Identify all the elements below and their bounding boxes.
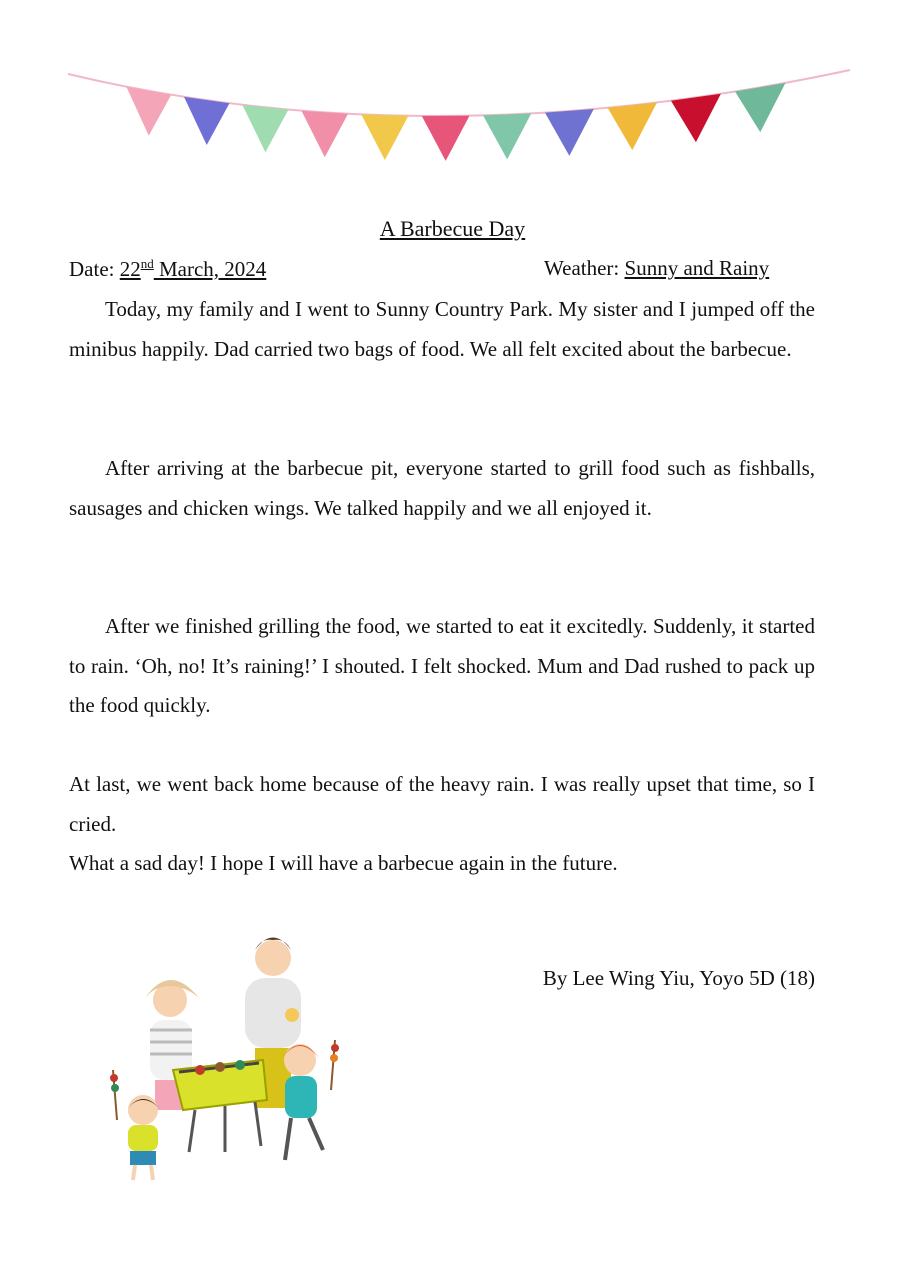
bunting-flag	[361, 114, 408, 160]
bunting-flag	[422, 116, 470, 161]
weather-label: Weather:	[544, 256, 625, 280]
family-barbecue-illustration	[95, 920, 355, 1185]
bunting-flag	[608, 102, 657, 150]
bunting-flag	[483, 113, 531, 159]
meta-line	[69, 256, 815, 286]
bunting-flag	[545, 109, 594, 156]
bunting-flag	[184, 97, 229, 145]
paragraph-2: After arriving at the barbecue pit, everyone started to grill food such as fishballs, sausages and chicken wings. We talked happily and we all enjoyed it.	[69, 456, 815, 520]
bunting-flag	[242, 105, 288, 152]
paragraph-1: Today, my family and I went to Sunny Country Park. My sister and I jumped off the minibus happily. Dad carried two bags of food. We all felt excited about the barbecue.	[69, 297, 815, 361]
weather-field	[544, 256, 769, 281]
page-title: A Barbecue Day	[379, 216, 526, 241]
date-field	[69, 256, 266, 282]
paragraph-4: At last, we went back home because of the heavy rain. I was really upset that time, so I cried.	[69, 772, 815, 836]
bunting-flag	[735, 83, 785, 132]
bunting-flag	[301, 111, 348, 158]
author-byline: By Lee Wing Yiu, Yoyo 5D (18)	[542, 966, 815, 990]
date-rest: March, 2024	[153, 257, 267, 281]
bunting-banner	[0, 60, 905, 200]
date-label: Date:	[69, 257, 115, 281]
date-day: 22	[119, 257, 141, 281]
paragraph-5: What a sad day! I hope I will have a barbecue again in the future.	[69, 851, 618, 875]
date-suffix: nd	[140, 256, 154, 271]
bunting-flag	[126, 87, 171, 136]
paragraph-3: After we finished grilling the food, we started to eat it excitedly. Suddenly, it started to rain. ‘Oh, no! It’s raining!’ I shouted. I felt shocked. Mum and Dad rushed to pack up the food quickly.	[69, 614, 815, 717]
bunting-flag	[671, 94, 721, 142]
weather-value: Sunny and Rainy	[624, 256, 770, 280]
